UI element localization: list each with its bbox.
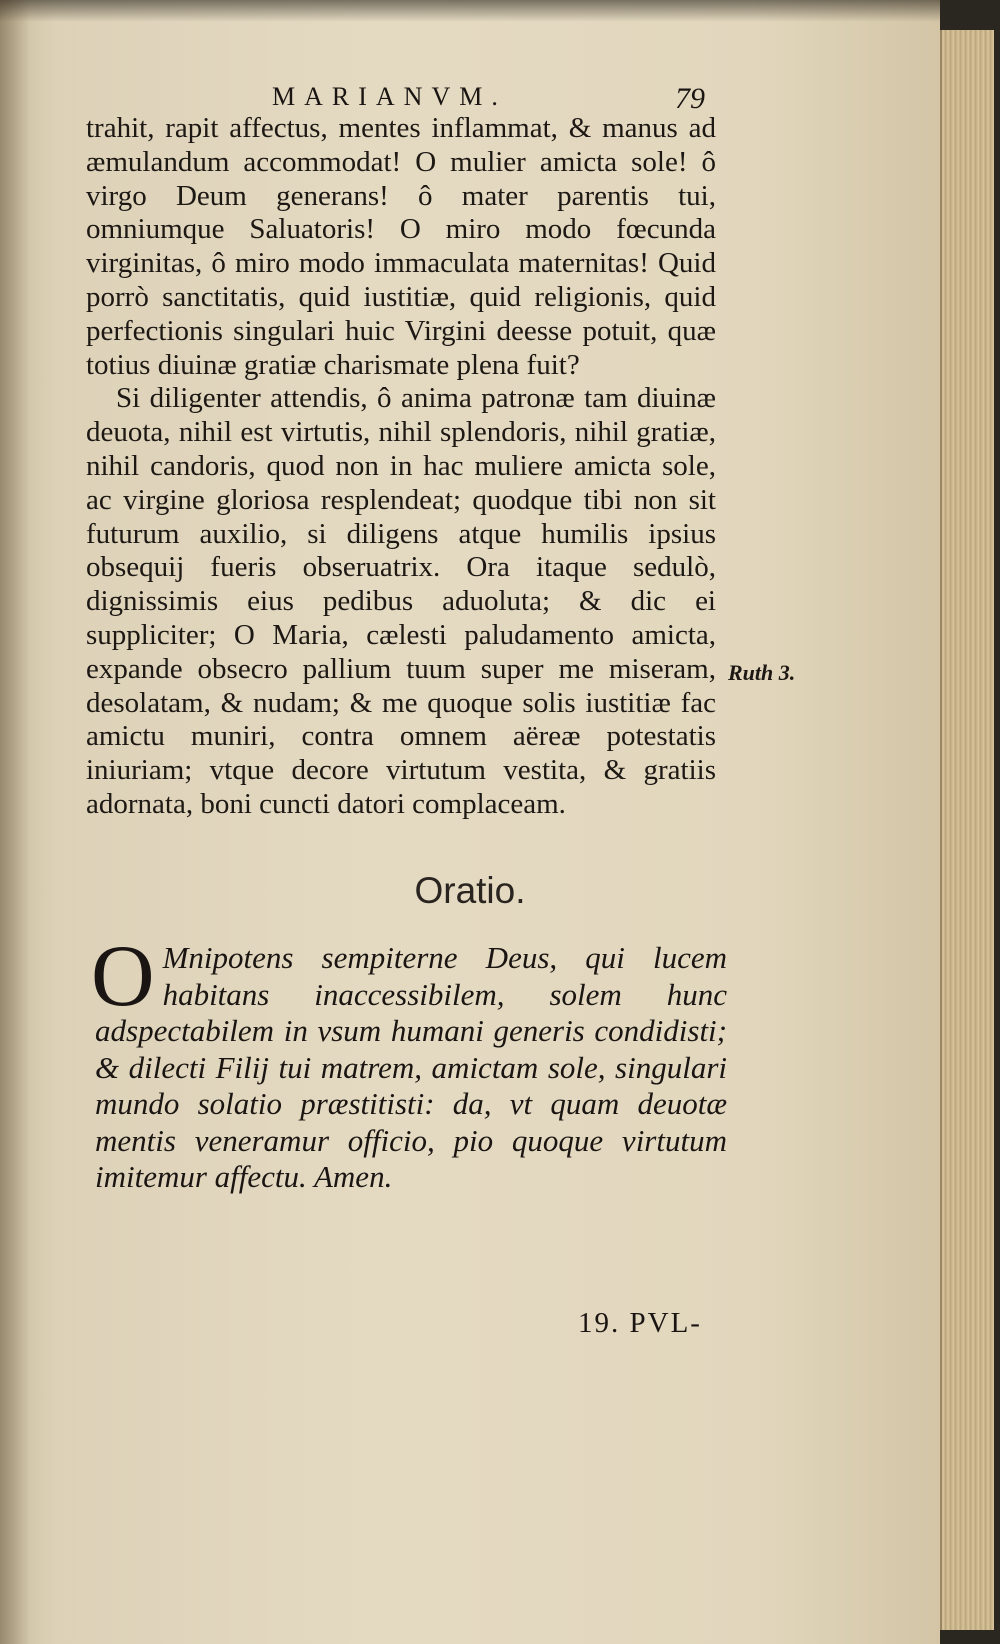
prayer-body: Mnipotens sempiterne Deus, qui lucem habitans inaccessibilem, solem hunc adspectabilem in vsum humani generis condidisti; & dilecti Filij tui matrem, amictam sole, singulari mundo solatio præstitisti: da, vt quam deuotæ mentis veneramur officio, pio quoque virtutum imitemur affectu. Amen. (95, 940, 727, 1194)
page-edges (940, 30, 994, 1630)
section-title: Oratio. (414, 870, 526, 911)
catchword: 19. PVL- (578, 1307, 702, 1339)
running-head: MARIANVM. (272, 82, 507, 111)
prayer-text (91, 928, 727, 1196)
top-shadow (0, 0, 940, 22)
drop-cap: O (91, 928, 155, 1025)
body-paragraph-2: Si diligenter attendis, ô anima patronæ tam diuinæ deuota, nihil est virtutis, nihil splendoris, nihil gratiæ, nihil candoris, quod non in hac muliere amicta sole, ac virgine gloriosa resplendeat; quodque tibi non sit futurum auxilio, si diligens atque humilis ipsius obsequij fueris obseruatrix. Ora itaque sedulò, dignissimis eius pedibus aduoluta; & dic ei suppliciter; O Maria, cælesti paludamento amicta, expande obsecro pallium tuum super me miseram, desolatam, & nudam; & me quoque solis iustitiæ fac amictu muniri, contra omnem aëreæ potestatis iniuriam; vtque decore virtutum vestita, & gratiis adornata, boni cuncti datori complaceam. (86, 382, 716, 820)
spine-shadow (0, 0, 30, 1644)
page-number: 79 (675, 82, 705, 115)
body-paragraph-1: trahit, rapit affectus, mentes inflammat, & manus ad æmulandum accommodat! O mulier amicta sole! ô virgo Deum generans! ô mater parentis tui, omniumque Saluatoris! O miro modo fœcunda virginitas, ô miro modo immaculata maternitas! Quid porrò sanctitatis, quid iustitiæ, quid religionis, quid perfectionis singulari huic Virgini deesse potuit, quæ totius diuinæ gratiæ charismate plena fuit? (86, 112, 716, 381)
marginal-note: Ruth 3. (728, 660, 796, 685)
body-text (86, 112, 716, 822)
